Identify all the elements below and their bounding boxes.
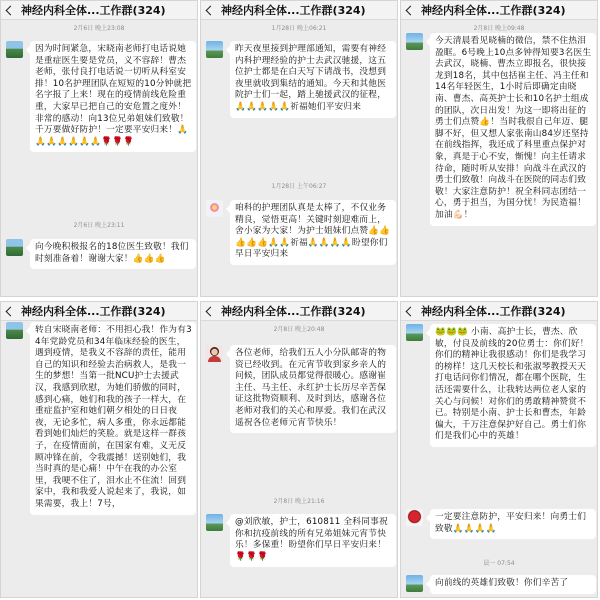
avatar[interactable]: [406, 575, 423, 592]
avatar[interactable]: [206, 345, 223, 362]
chat-panel-3: [400, 0, 598, 297]
avatar[interactable]: [6, 41, 23, 58]
timestamp: 1月28日 上午06:27: [271, 183, 327, 190]
avatar[interactable]: [406, 509, 423, 526]
avatar[interactable]: [6, 322, 23, 339]
message-bubble: 昨天夜里接到护理部通知，需要有神经内科护理经验的护士去武汉驰援，这五位护士都是在白天写下请战书，没想到夜里就收到集结的通知。今天和其他医院护士们一起，踏上驰援武汉的征程，🙏🙏🙏🙏🙏祈福她们平安归来: [230, 41, 396, 118]
group-title: 神经内科全体...工作群(324): [21, 4, 166, 17]
avatar[interactable]: [206, 514, 223, 531]
message-bubble: 向今晚积极报名的18位医生致敬！我们时刻准备着！谢谢大家！👍👍👍: [30, 239, 196, 269]
avatar[interactable]: [406, 324, 423, 341]
avatar[interactable]: [6, 239, 23, 256]
timestamp: 2月8日 晚上20:48: [273, 326, 325, 333]
avatar[interactable]: [406, 33, 423, 50]
chat-panel-1: [0, 0, 198, 297]
message-bubble: 因为时间紧急，宋晓南老师打电话说她是重症医生要是党员，义不容辞！曹杰老师，张付良打电话说一切听从科室安排！10名护理团队在短短的10分钟就把名字报了上来！现在的疫情前线危险重重，大家早已把自己的安危置之度外！非常的感动！向13位兄弟姐妹们致敬！千万要做好防护！一定要平安归来！🙏🙏🙏🙏🙏🙏🙏🌹🌹🌹: [30, 41, 196, 152]
timestamp: 2月8日 晚上21:16: [273, 498, 325, 505]
group-title: 神经内科全体...工作群(324): [421, 305, 566, 318]
timestamp: 2月8日 晚上09:48: [473, 25, 525, 32]
message-bubble: 转自宋晓南老师：不用担心我！作为有34年党龄党员和34年临床经验的医生，遇到疫情，是我义不容辞的责任，能用自己的知识和经验去治病救人，是我一生的梦想！当第一批NCU护士去援武汉，我感到欣慰，为她们骄傲的同时，感到心痛，她们和我的孩子一样大，在重症监护室和她们朝夕相处的日日夜夜，无论多忙，病人多重，你永远都能看到她们灿烂的笑脸。就是这样一群孩子，在疫情面前，在国家有难，义无反顾冲锋在前，令我震撼！送别她们，我当时真的是心痛！中午在我的办公室里，我哽不住了，泪水止不住流！回到家中，我和我爱人说起来了，我说，如果需要，我上！7号，: [30, 322, 196, 515]
message-bubble: 咱科的护理团队真是太棒了，不仅业务精良，觉悟更高！关键时刻迎难而上，舍小家为大家！为护士姐妹们点赞👍👍👍👍👍🙏🙏祈福🙏🙏🙏🙏盼望你们早日平安归来: [230, 200, 396, 265]
timestamp: 1月28日 晚上06:21: [271, 25, 327, 32]
message-bubble: 各位老师，给我们五人小分队邮寄的物资已经收到。在元宵节收到家乡亲人的问候，团队成员都觉得很暖心。感谢崔主任、马主任、永红护士长历尽辛苦保证这批物资顺利、及时到达，感谢各位老师对我们的关心和厚爱。我们在武汉遥祝各位老师元宵节快乐！: [230, 345, 396, 433]
message-bubble: @刘欣敏，护士，610811 全科同事祝你和抗疫前线的所有兄弟姐妹元宵节快乐！多保重！盼望你们早日平安归来！🌹🌹🌹: [230, 514, 396, 567]
timestamp: 2月6日 晚上23:08: [73, 25, 125, 32]
avatar[interactable]: [206, 41, 223, 58]
timestamp: 2月6日 晚上23:11: [73, 222, 125, 229]
chat-header: [401, 302, 597, 321]
chat-header: [201, 302, 397, 321]
back-arrow-icon[interactable]: [206, 5, 216, 15]
back-arrow-icon[interactable]: [406, 306, 416, 316]
timestamp: 晨一 07:54: [483, 560, 515, 567]
back-arrow-icon[interactable]: [206, 306, 216, 316]
message-bubble: 🐸🐸🐸 小南、高护士长，曹杰、欣敏，付良及前线的20位勇士：你们好！你们的精神让我很感动！你们是我学习的榜样！这几天校长和张淑琴教授天天打电话问你们情况，都在哪个医院，生活还需要什么，让我转达两位老人家的关心与问候！对你们的勇敢精神赞赏不已。特别是小南、护士长和曹杰，年龄偏大，千万注意保护好自己。勇士们你们是我们心中的英雄！: [430, 324, 596, 447]
chat-panel-2: [200, 0, 398, 297]
chat-header: [401, 1, 597, 20]
chat-panel-6: [400, 301, 598, 598]
group-title: 神经内科全体...工作群(324): [221, 305, 366, 318]
back-arrow-icon[interactable]: [6, 5, 16, 15]
group-title: 神经内科全体...工作群(324): [421, 4, 566, 17]
back-arrow-icon[interactable]: [406, 5, 416, 15]
back-arrow-icon[interactable]: [6, 306, 16, 316]
chat-panel-4: [0, 301, 198, 598]
chat-panel-5: [200, 301, 398, 598]
group-title: 神经内科全体...工作群(324): [21, 305, 166, 318]
avatar[interactable]: [206, 200, 223, 217]
message-bubble: 一定要注意防护，平安归来！向勇士们致敬🙏🙏🙏🙏: [430, 509, 596, 539]
message-bubble: 向前线的英雄们致敬！你们辛苦了: [430, 575, 596, 594]
chat-header: [1, 302, 197, 321]
message-bubble: 今天清晨看见晓楠的微信，禁不住热泪盈眶。6号晚上10点多钟得知要3名医生去武汉，晓楠、曹杰立即报名，很快接龙到18名，其中包括崔主任、冯主任和14名年轻医生，1小时后即确定由晓南、曹杰、高英护士长和10名护士组成的团队，次日出发！为这一即将出征的勇士们点赞👍！当时我很自己年迈、腿脚不好，但又想人家张南山84岁还坚持在前线指挥，我还成了科里重点保护对象，真是于心不安，惭愧！向主任请求待命，随时听从安排！向战斗在武汉的勇士们致敬！向战斗在医院的同志们致敬！大家注意防护！祝全科同志团结一心，勇于担当，为国分忧！为民造福！加油💪🏻！: [430, 33, 596, 226]
group-title: 神经内科全体...工作群(324): [221, 4, 366, 17]
chat-header: [201, 1, 397, 20]
chat-header: [1, 1, 197, 20]
